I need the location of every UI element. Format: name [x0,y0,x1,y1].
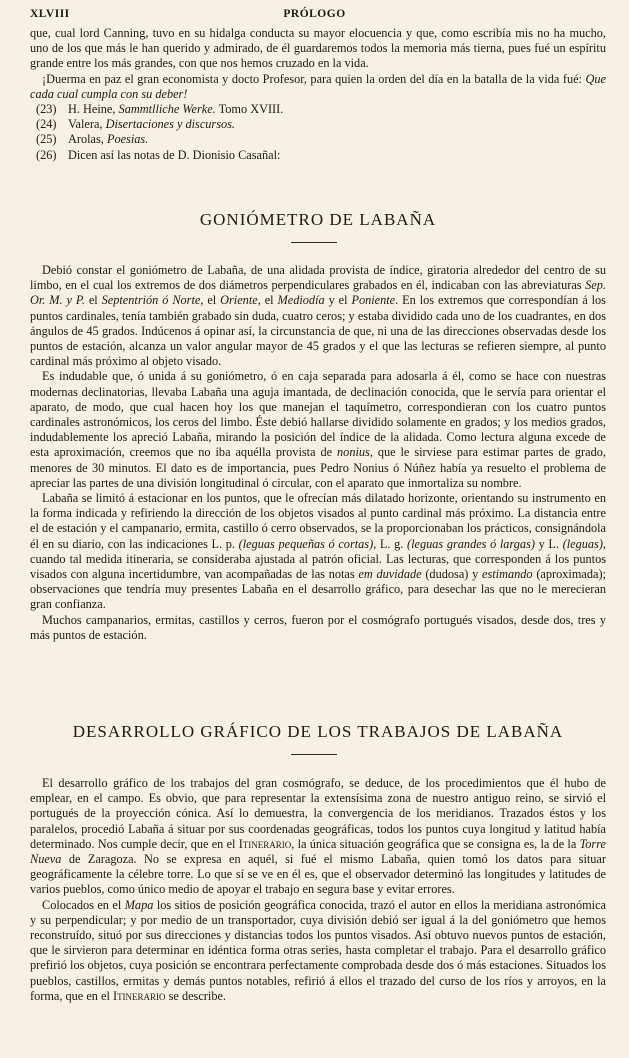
section-divider [291,242,337,243]
footnote: (24) Valera, Disertaciones y discursos. [36,117,236,132]
footnote: (25) Arolas, Poesias. [36,132,149,147]
intro-block [30,26,606,163]
epitaph-text: ¡Duerma en paz el gran economista y docto Profesor, para quien la orden del día en la batalla de la vida fué: [42,71,586,86]
body-paragraph: Muchos campanarios, ermitas, castillos y cerros, fueron por el cosmógrafo portugués visados, desde dos, tres y más puntos de estación. [30,612,606,642]
footnotes-list [30,102,606,163]
body-paragraph: Labaña se limitó á estacionar en los puntos, que le ofrecían más dilatado horizonte, orientando su instrumento en la forma indicada y refiriendo la dirección de los objetos visados al punto cardinal más próximo. La distancia entre el de estación y el campanario, ermita, castillo ó cerro observados, se la proporcionaban los prácticos, consignándola él en su diario, con las indicaciones L. p. (leguas pequeñas ó cortas), L. g. (leguas grandes ó largas) y L. (leguas), cuando tal medida itineraria, se consideraba ajustada al patrón oficial. Las lecturas, que corresponden á los puntos visados con alguna incertidumbre, van acompañadas de las notas em duvidade (dudosa) y estimando (aproximada); observaciones que tendría muy presentes Labaña en el desarrollo gráfico, para desechar las que no le merecieran gran confianza. [30,491,606,612]
body-paragraph: Es indudable que, ó unida á su goniómetro, ó en caja separada para adosarla á él, como se hace con nuestras modernas declinatorias, llevaba Labaña una aguja imantada, de declinación conocida, que le servía para orientar el aparato, de modo, que cual hacen hoy los que manejan el taquímetro, correspondieran con los cuatro puntos cardinales astronómicos, los ceros del limbo. Éste debió hallarse dividido solamente en grados; y los medios grados, indudablemente los apreció Labaña, mirando la posición del índice de la alidada. Como lectura alguna excede de esta aproximación, creemos que no iba aquélla provista de nonius, que le sirviese para estimar partes de grado, menores de 30 minutos. El dato es de importancia, pues Pedro Nonius ó Núñez había ya resuelto el problema de apreciar las partes de una división longitudinal ó circular, con el aparato que inmortaliza su nombre. [30,369,606,490]
running-head [30,8,599,22]
section-title-goniometro: GONIÓMETRO DE LABAÑA [199,210,437,229]
page-number: XLVIII [30,8,70,20]
body-paragraph: Debió constar el goniómetro de Labaña, de una alidada provista de índice, giratoria alrededor del centro de su limbo, en el cual los extremos de dos diámetros perpendiculares grabados en él, indicaban con las abreviaturas Sep. Or. M. y P. el Septentrión ó Norte, el Oriente, el Mediodía y el Poniente. En los extremos que correspondían á los puntos cardinales, tenía también grabado sin duda, cuatro ceros; y estaba dividido cada uno de los cuadrantes, en dos ángulos de 45 grados. Indúcenos á opinar así, la circunstancia de que, ni una de las direcciones observadas desde los puntos de estación, alcanza un valor angular mayor de 45 grados y el que las lecturas se refieren siempre, al punto cardinal más próximo al objeto visado. [30,263,606,369]
section-divider [291,754,337,755]
section-title-desarrollo: DESARROLLO GRÁFICO DE LOS TRABAJOS DE LABAÑA [72,722,564,741]
body-paragraph: Colocados en el Mapa los sitios de posición geográfica conocida, trazó el autor en ellos la meridiana astronómica y su perpendicular; y por medio de un transportador, cuya división debió ser igual á la del goniómetro que hemos reconstruído, situó por sus direcciones y distancias todos los puntos visados. Así obtuvo nuevos puntos de estación, que le sirvieron para determinar en idéntica forma otras series, hasta completar el trabajo. Para el desarrollo gráfico prefirió los objetos, cuya posición se encontrara perfectamente comprobada desde dos ó más estaciones. Situados los pueblos, castillos, ermitas y demás puntos notables, refirió á ellos el trazado del curso de los ríos y arroyos, en la forma, que en el Itinerario se describe. [30,897,606,1003]
section-goniometro-body [30,263,606,643]
running-title: PRÓLOGO [283,8,346,20]
footnote: (23) H. Heine, Sammtlliche Werke. Tomo XVIII. [36,102,284,117]
footnote: (26) Dicen así las notas de D. Dionisio Casañal: [36,147,281,162]
body-paragraph: El desarrollo gráfico de los trabajos del gran cosmógrafo, se deduce, de los procedimientos que él hubo de emplear, en el campo. Es obvio, que para representar la extensísima zona de nuestro antiguo reino, se sirvió el portugués de la proyección cónica. Así lo demuestra, la convergencia de los meridianos. Trazados éstos y los paralelos, procedió Labaña á situar por sus coordenadas geográficas, todos los puntos cuya longitud y latitud había determinado. Nos cumple decir, que en el Itinerario, la única situación geográfica que se consigna es, la de la Torre Nueva de Zaragoza. No se expresa en aquél, si fué el mismo Labaña, quien tomó los datos para situar geográficamente la célebre torre. Lo que sí se ve en él es, que el observador determinó las longitudes y latitudes de varios pueblos, como único medio de apoyar el trabajo en segura base y evitar errores. [30,776,606,897]
epitaph-motto: Que cada cual cumpla con su deber! [30,71,606,101]
epitaph-paragraph [30,72,606,102]
section-desarrollo-body [30,776,606,1004]
intro-paragraph: que, cual lord Canning, tuvo en su hidalga conducta su mayor elocuencia y que, como escribía mis no ha mucho, uno de los que más le han querido y admirado, de él guardaremos todos la memoria más tierna, pues fué un espíritu grande entre los más grandes, con que nos hemos cruzado en la vida. [30,26,606,71]
